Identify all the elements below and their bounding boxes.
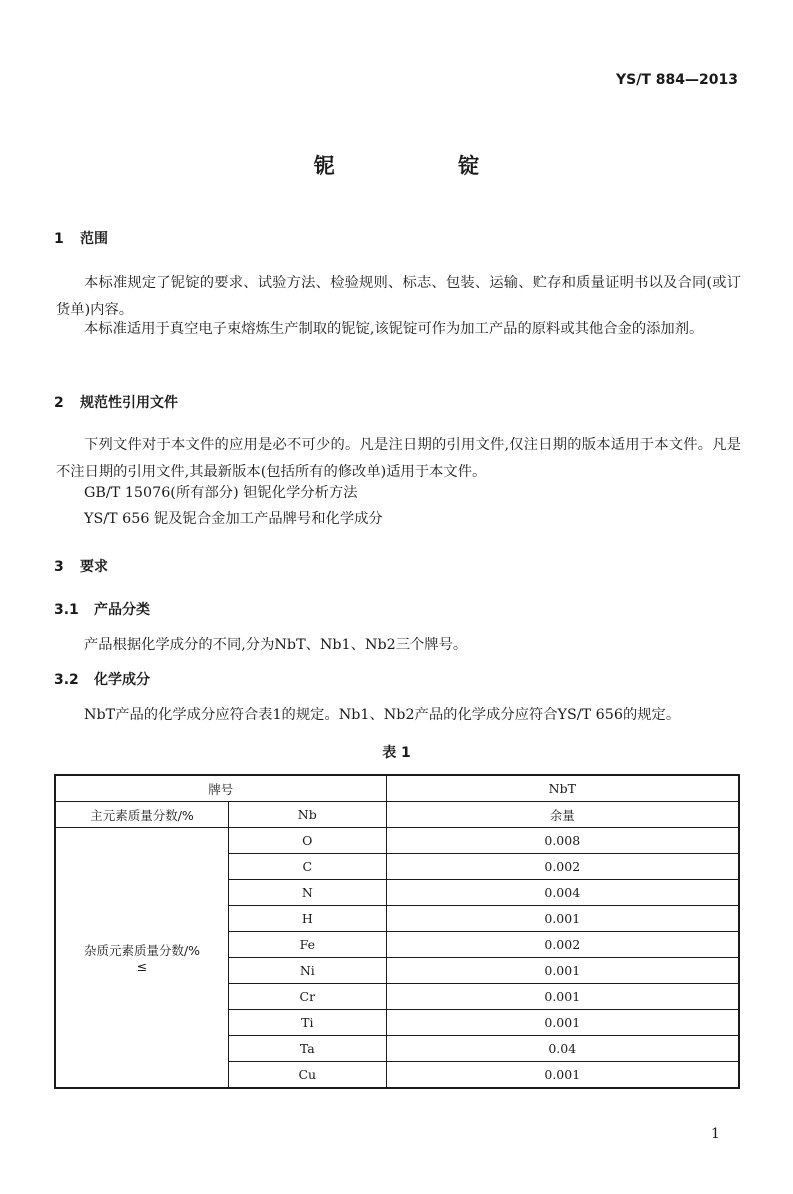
section-title: 化学成分 — [94, 672, 150, 688]
section-title: 产品分类 — [94, 602, 150, 618]
section-number: 2 — [54, 395, 64, 411]
main-element-value-cell: 余量 — [386, 802, 739, 828]
section-1-heading — [54, 228, 108, 248]
standard-code: YS/T 884—2013 — [616, 72, 738, 88]
document-title: 铌 锭 — [313, 154, 538, 178]
main-element-label-cell: 主元素质量分数/% — [55, 802, 229, 828]
impurity-value-cell: 0.002 — [386, 854, 739, 880]
section-1-paragraph-2: 本标准适用于真空电子束熔炼生产制取的铌锭,该铌锭可作为加工产品的原料或其他合金的添加剂。 — [84, 321, 704, 337]
grade-value-cell: NbT — [386, 775, 739, 802]
impurity-element-cell: Cu — [229, 1062, 387, 1089]
section-2-heading — [54, 392, 178, 412]
section-title: 要求 — [80, 559, 108, 575]
impurity-element-cell: H — [229, 906, 387, 932]
page-number: 1 — [711, 1126, 720, 1142]
impurity-element-cell: Ni — [229, 958, 387, 984]
impurity-element-cell: Ti — [229, 1010, 387, 1036]
impurity-value-cell: 0.001 — [386, 1010, 739, 1036]
impurity-element-cell: Cr — [229, 984, 387, 1010]
section-3-2-heading — [54, 669, 150, 689]
impurity-element-cell: Ta — [229, 1036, 387, 1062]
section-1-paragraph-1: 本标准规定了铌锭的要求、试验方法、检验规则、标志、包装、运输、贮存和质量证明书以及合同(或订货单)内容。 — [56, 275, 741, 318]
section-3-1-paragraph: 产品根据化学成分的不同,分为NbT、Nb1、Nb2三个牌号。 — [84, 637, 468, 653]
section-title: 范围 — [80, 231, 108, 247]
impurity-value-cell: 0.001 — [386, 1062, 739, 1089]
impurity-element-cell: O — [229, 828, 387, 854]
impurity-value-cell: 0.001 — [386, 906, 739, 932]
impurity-value-cell: 0.04 — [386, 1036, 739, 1062]
less-or-equal-symbol: ≤ — [136, 959, 148, 974]
impurity-label-cell — [55, 828, 229, 1089]
impurity-element-cell: C — [229, 854, 387, 880]
table-row — [55, 828, 739, 854]
impurity-value-cell: 0.008 — [386, 828, 739, 854]
impurity-value-cell: 0.001 — [386, 984, 739, 1010]
section-3-1-heading — [54, 599, 150, 619]
impurity-element-cell: N — [229, 880, 387, 906]
impurity-label: 杂质元素质量分数/% — [83, 943, 201, 958]
section-number: 3 — [54, 559, 64, 575]
impurity-value-cell: 0.002 — [386, 932, 739, 958]
section-3-heading — [54, 556, 108, 576]
chemical-composition-table — [54, 774, 740, 1089]
table-header-row — [55, 775, 739, 802]
section-number: 3.2 — [54, 672, 79, 688]
grade-label-cell: 牌号 — [55, 775, 386, 802]
section-2-paragraph-1: 下列文件对于本文件的应用是必不可少的。凡是注日期的引用文件,仅注日期的版本适用于本文件。凡是不注日期的引用文件,其最新版本(包括所有的修改单)适用于本文件。 — [56, 437, 741, 480]
section-number: 1 — [54, 231, 64, 247]
section-title: 规范性引用文件 — [80, 395, 178, 411]
section-3-2-paragraph: NbT产品的化学成分应符合表1的规定。Nb1、Nb2产品的化学成分应符合YS/T 656的规定。 — [84, 707, 681, 723]
impurity-element-cell: Fe — [229, 932, 387, 958]
impurity-value-cell: 0.004 — [386, 880, 739, 906]
main-element-row — [55, 802, 739, 828]
section-number: 3.1 — [54, 602, 79, 618]
table-caption: 表 1 — [382, 745, 411, 761]
impurity-value-cell: 0.001 — [386, 958, 739, 984]
main-element-cell: Nb — [229, 802, 387, 828]
normative-reference-2: YS/T 656 铌及铌合金加工产品牌号和化学成分 — [84, 511, 383, 527]
normative-reference-1: GB/T 15076(所有部分) 钽铌化学分析方法 — [84, 485, 358, 501]
